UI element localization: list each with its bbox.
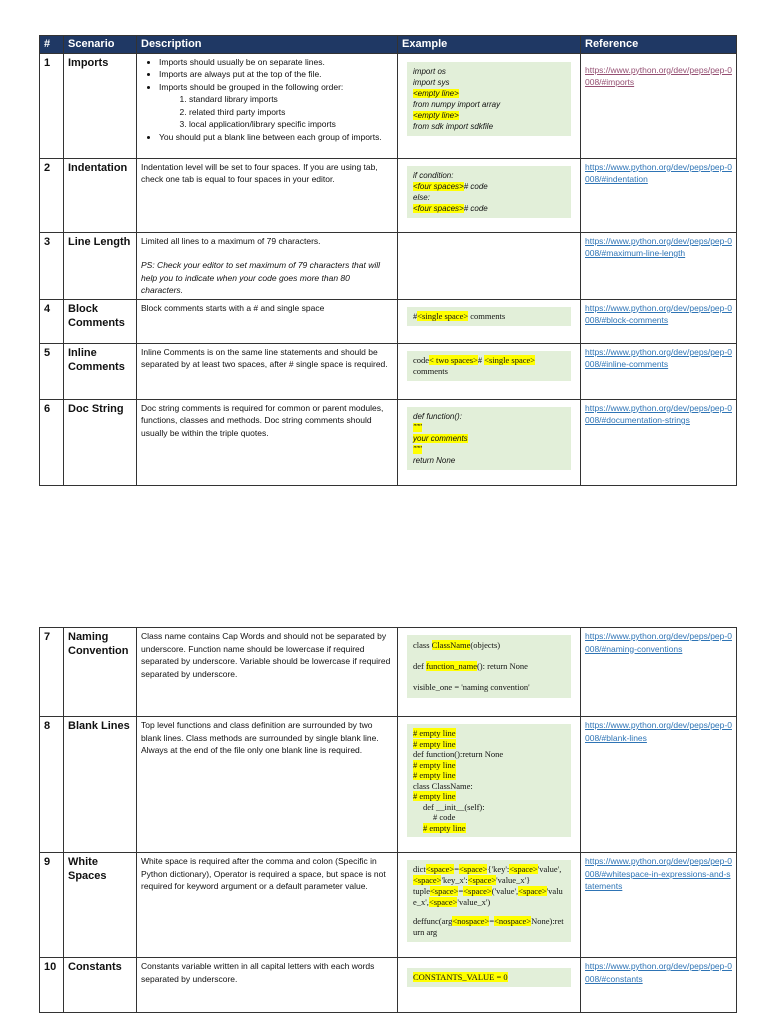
- row-scenario: Blank Lines: [64, 717, 137, 853]
- code-text: dict: [413, 864, 426, 874]
- code-line: import os: [413, 66, 446, 76]
- row-reference: [581, 343, 737, 399]
- header-scenario: Scenario: [64, 36, 137, 54]
- code-highlight: <space>: [425, 864, 455, 874]
- code-highlight: <space>: [518, 886, 547, 896]
- header-num: #: [40, 36, 64, 54]
- code-text: # code: [463, 181, 488, 191]
- code-highlight: <space>: [413, 875, 442, 885]
- row-scenario: Indentation: [64, 158, 137, 232]
- code-highlight: <space>: [428, 897, 458, 907]
- header-example: Example: [398, 36, 581, 54]
- code-highlight: <single space>: [484, 354, 536, 365]
- bullet-text: Imports should be grouped in the following order:: [159, 81, 344, 92]
- row-scenario: Naming Convention: [64, 628, 137, 717]
- reference-link[interactable]: https://www.python.org/dev/peps/pep-0008/#naming-conventions: [585, 631, 732, 654]
- code-line: return None: [413, 455, 456, 465]
- code-example: [407, 724, 571, 837]
- row-number: 7: [40, 628, 64, 717]
- code-text: ('value',: [491, 886, 519, 896]
- code-example: [407, 62, 571, 136]
- code-example: [407, 166, 571, 218]
- conventions-table-page-2: [39, 627, 737, 1013]
- code-highlight: <empty line>: [413, 110, 459, 120]
- row-example: [398, 53, 581, 158]
- code-text: #: [477, 354, 483, 365]
- table-row: [40, 158, 737, 232]
- code-highlight: # empty line: [413, 770, 456, 780]
- row-reference: [581, 853, 737, 958]
- header-reference: Reference: [581, 36, 737, 54]
- reference-link[interactable]: https://www.python.org/dev/peps/pep-0008/#inline-comments: [585, 346, 732, 369]
- code-highlight: <space>: [509, 864, 538, 874]
- row-number: 8: [40, 717, 64, 853]
- code-line: from numpy import array: [413, 99, 501, 109]
- code-line: def __init__(self):: [423, 801, 485, 812]
- code-example: [407, 351, 571, 381]
- row-example: [398, 158, 581, 232]
- order-item: 1. standard library imports: [189, 93, 393, 106]
- code-line: from sdk import sdkfile: [413, 121, 494, 131]
- row-example: [398, 399, 581, 485]
- reference-link[interactable]: https://www.python.org/dev/peps/pep-0008/#constants: [585, 961, 732, 984]
- row-reference: [581, 958, 737, 1013]
- code-highlight: <four spaces>: [413, 181, 464, 191]
- table-row: [40, 958, 737, 1013]
- table-row: [40, 299, 737, 343]
- code-line: def function():return None: [413, 749, 504, 759]
- code-text: 'value',: [537, 864, 562, 874]
- row-example: [398, 232, 581, 299]
- code-line: # code: [433, 812, 456, 822]
- row-description: [137, 232, 398, 299]
- code-text: code: [413, 354, 430, 365]
- code-text: 'value_x'}: [496, 875, 531, 885]
- row-example: [398, 717, 581, 853]
- header-description: Description: [137, 36, 398, 54]
- code-line: class ClassName:: [413, 780, 473, 791]
- code-highlight: # empty line: [413, 728, 456, 738]
- row-scenario: Constants: [64, 958, 137, 1013]
- code-highlight: <nospace>: [494, 916, 532, 926]
- row-description: Indentation level will be set to four spaces. If you are using tab, check one tab is equal to four spaces in your editor.: [137, 158, 398, 232]
- code-highlight: <single space>: [417, 310, 469, 321]
- row-reference: [581, 628, 737, 717]
- code-text: 'value_x',: [413, 886, 563, 907]
- reference-link[interactable]: https://www.python.org/dev/peps/pep-0008/#imports: [585, 64, 732, 87]
- reference-link[interactable]: https://www.python.org/dev/peps/pep-0008/#block-comments: [585, 302, 732, 325]
- row-example: [398, 853, 581, 958]
- description-text: Limited all lines to a maximum of 79 characters.: [141, 235, 321, 246]
- row-scenario: Doc String: [64, 399, 137, 485]
- row-number: 2: [40, 158, 64, 232]
- code-highlight: ClassName: [431, 640, 471, 650]
- row-example: [398, 343, 581, 399]
- code-text: (): return None: [476, 661, 528, 671]
- row-number: 10: [40, 958, 64, 1013]
- row-scenario: Line Length: [64, 232, 137, 299]
- code-highlight: CONSTANTS_VALUE = 0: [413, 972, 508, 982]
- row-example: [398, 299, 581, 343]
- code-highlight: <four spaces>: [413, 203, 464, 213]
- table-row: [40, 53, 737, 158]
- row-reference: [581, 158, 737, 232]
- order-item: 3. local application/library specific imports: [189, 118, 393, 131]
- code-highlight: <space>: [430, 886, 459, 896]
- conventions-table-page-1: [39, 35, 737, 486]
- code-example: [407, 635, 571, 698]
- code-text: comments: [468, 310, 506, 321]
- row-number: 6: [40, 399, 64, 485]
- table-row: [40, 853, 737, 958]
- row-example: [398, 958, 581, 1013]
- bullet: [159, 81, 393, 131]
- bullet: • You should put a blank line between each group of imports.: [159, 131, 393, 144]
- code-text: deffunc(arg: [413, 916, 453, 926]
- row-reference: [581, 399, 737, 485]
- row-description: Constants variable written in all capital letters with each words separated by underscore.: [137, 958, 398, 1013]
- row-description: Inline Comments is on the same line statements and should be separated by at least two spaces, after # single space is required.: [137, 343, 398, 399]
- code-text: =: [489, 916, 495, 926]
- code-highlight: <space>: [467, 875, 497, 885]
- code-highlight: < two spaces>: [429, 354, 478, 365]
- code-text: =: [458, 886, 464, 896]
- code-text: # code: [463, 203, 488, 213]
- row-reference: [581, 717, 737, 853]
- code-text: 'key_x':: [441, 875, 468, 885]
- code-highlight: # empty line: [413, 791, 456, 801]
- code-example: [407, 307, 571, 326]
- table-row: [40, 343, 737, 399]
- code-highlight: # empty line: [423, 822, 466, 833]
- row-number: 4: [40, 299, 64, 343]
- code-text: def: [413, 661, 426, 671]
- code-text: 'value_x'): [457, 897, 491, 907]
- row-number: 3: [40, 232, 64, 299]
- code-highlight: <nospace>: [452, 916, 490, 926]
- code-text: comments: [413, 365, 448, 376]
- row-number: 9: [40, 853, 64, 958]
- row-description: Top level functions and class definition are surrounded by two blank lines. Class methods are surrounded by single blank line. Always at the end of the file only one blank line is required.: [137, 717, 398, 853]
- code-example: [407, 407, 571, 470]
- bullet: • Imports should usually be on separate lines.: [159, 56, 393, 69]
- code-line: if condition:: [413, 170, 454, 180]
- code-text: {'key':: [487, 864, 510, 874]
- reference-link[interactable]: https://www.python.org/dev/peps/pep-0008/#indentation: [585, 161, 732, 184]
- row-scenario: Inline Comments: [64, 343, 137, 399]
- row-number: 5: [40, 343, 64, 399]
- code-example: [407, 860, 571, 942]
- description-note: PS: Check your editor to set maximum of 79 characters that will help you to indicate when your code goes more than 80 characters.: [141, 260, 381, 295]
- code-text: #: [413, 310, 418, 321]
- code-text: tuple: [413, 886, 430, 896]
- code-highlight: <space>: [459, 864, 488, 874]
- code-line: import sys: [413, 77, 450, 87]
- row-reference: [581, 232, 737, 299]
- code-highlight: """: [413, 422, 422, 432]
- code-highlight: function_name: [425, 661, 477, 671]
- row-description: [137, 53, 398, 158]
- reference-link[interactable]: https://www.python.org/dev/peps/pep-0008/#maximum-line-length: [585, 235, 732, 258]
- code-highlight: """: [413, 444, 422, 454]
- code-highlight: <space>: [463, 886, 492, 896]
- code-example: [407, 968, 571, 987]
- row-description: Doc string comments is required for common or parent modules, functions, classes and methods. Doc string comments should usually be within the triple quotes.: [137, 399, 398, 485]
- table-header-row: [40, 36, 737, 54]
- code-highlight: # empty line: [413, 738, 456, 749]
- bullet: • Imports are always put at the top of the file.: [159, 68, 393, 81]
- row-description: Class name contains Cap Words and should not be separated by underscore. Function name should be lowercase if required separated by underscore. Variable should be lowercase if required separated by underscore.: [137, 628, 398, 717]
- order-item: 2. related third party imports: [189, 106, 393, 119]
- code-text: class: [413, 640, 432, 650]
- row-description: Block comments starts with a # and single space: [137, 299, 398, 343]
- code-line: def function():: [413, 411, 462, 421]
- table-row: [40, 399, 737, 485]
- row-reference: [581, 53, 737, 158]
- table-row: [40, 628, 737, 717]
- row-scenario: Imports: [64, 53, 137, 158]
- reference-link[interactable]: https://www.python.org/dev/peps/pep-0008/#whitespace-in-expressions-and-statements: [585, 856, 732, 891]
- code-text: =: [454, 864, 460, 874]
- code-text: (objects): [470, 640, 501, 650]
- table-row: [40, 717, 737, 853]
- row-description: White space is required after the comma and colon (Specific in Python dictionary), Operator is required a space, but space is not required for keyword argument or a default parameter value.: [137, 853, 398, 958]
- row-number: 1: [40, 53, 64, 158]
- row-reference: [581, 299, 737, 343]
- reference-link[interactable]: https://www.python.org/dev/peps/pep-0008/#blank-lines: [585, 720, 732, 743]
- table-row: [40, 232, 737, 299]
- code-highlight: <empty line>: [413, 88, 459, 98]
- row-scenario: Block Comments: [64, 299, 137, 343]
- row-example: [398, 628, 581, 717]
- row-scenario: White Spaces: [64, 853, 137, 958]
- code-highlight: # empty line: [413, 759, 456, 770]
- reference-link[interactable]: https://www.python.org/dev/peps/pep-0008/#documentation-strings: [585, 402, 732, 425]
- code-line: else:: [413, 192, 430, 202]
- code-line: visible_one = 'naming convention': [413, 682, 530, 692]
- code-text: None):return arg: [413, 916, 564, 937]
- code-highlight: your comments: [413, 433, 468, 443]
